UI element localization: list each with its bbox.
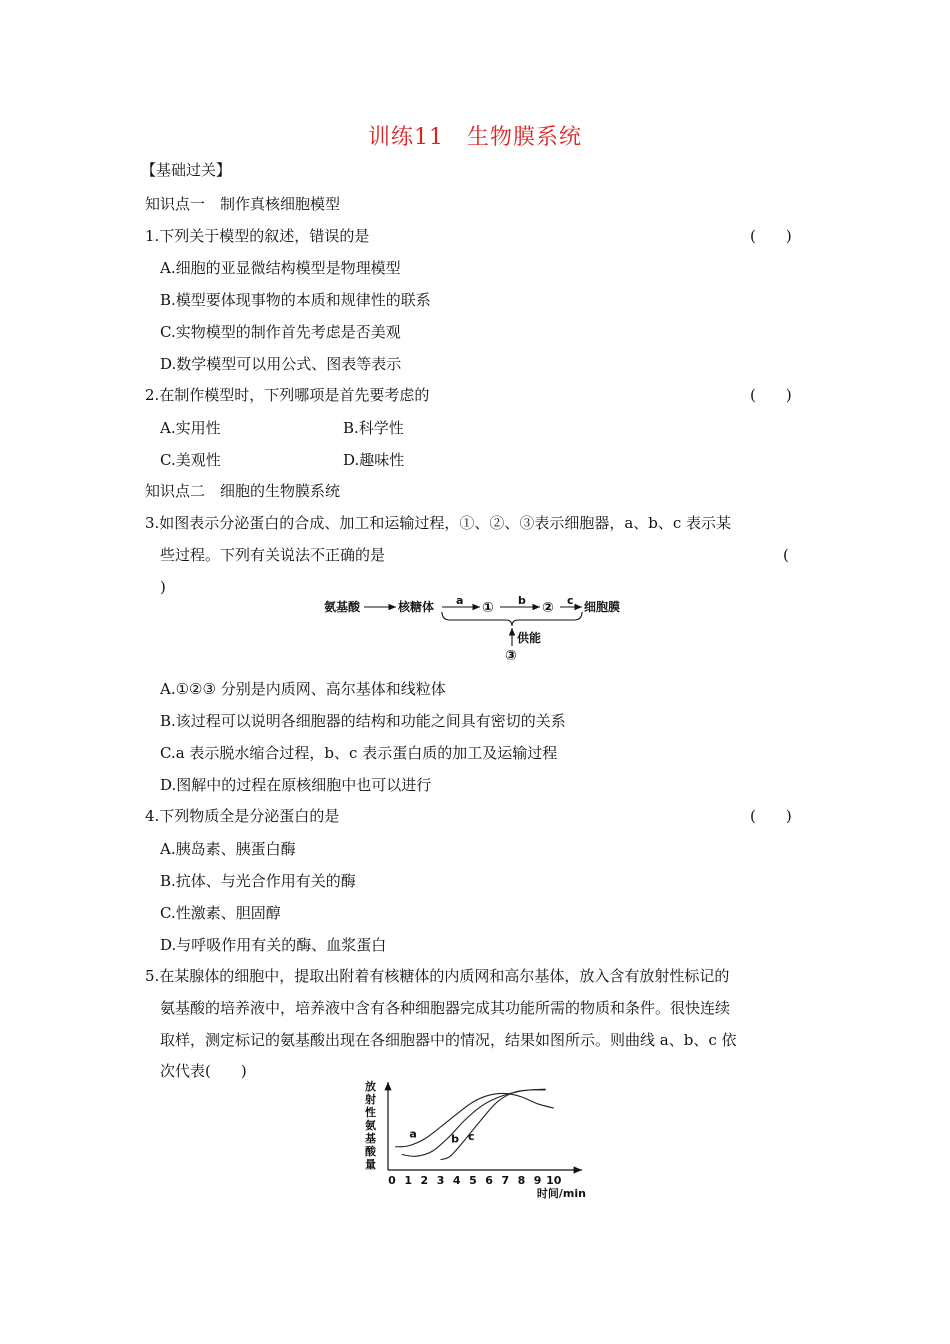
chart-y-label-char: 放 xyxy=(365,1080,376,1093)
q3-option-a: A.①②③ 分别是内质网、高尔基体和线粒体 xyxy=(160,680,446,698)
q1-answer-bracket: ( ) xyxy=(750,227,792,245)
chart-y-label-char: 量 xyxy=(365,1158,376,1171)
chart-x-tick-label: 3 xyxy=(436,1174,445,1187)
q2-option-b: B.科学性 xyxy=(343,419,404,437)
chart-x-tick-label: 4 xyxy=(452,1174,461,1187)
chart-x-ticks xyxy=(388,1174,562,1187)
radioactive-amino-acid-chart xyxy=(360,1074,595,1204)
q3-bracket-close: ) xyxy=(160,578,166,596)
q4-option-b: B.抗体、与光合作用有关的酶 xyxy=(160,872,356,890)
chart-series-label-c: c xyxy=(468,1129,475,1143)
chart-x-label: 时间/min xyxy=(536,1187,586,1200)
chart-series-labels xyxy=(409,1127,474,1145)
q2-answer-bracket: ( ) xyxy=(750,386,792,404)
q1-option-a: A.细胞的亚显微结构模型是物理模型 xyxy=(160,259,401,277)
diagram-organelle-3: ③ xyxy=(505,648,517,664)
chart-y-label-char: 性 xyxy=(365,1106,376,1119)
chart-y-label-char: 射 xyxy=(365,1093,376,1106)
chart-x-tick-label: 9 xyxy=(533,1174,542,1187)
chart-y-label xyxy=(365,1079,377,1171)
knowledge-point-1: 知识点一 制作真核细胞模型 xyxy=(145,195,341,213)
chart-y-label-char: 基 xyxy=(365,1132,376,1145)
q4-answer-bracket: ( ) xyxy=(750,807,792,825)
chart-series-label-b: b xyxy=(451,1132,460,1146)
diagram-amino-acid: 氨基酸 xyxy=(324,600,361,614)
diagram-label-a: a xyxy=(456,594,464,607)
diagram-cell-membrane: 细胞膜 xyxy=(584,600,621,614)
chart-x-tick-label: 5 xyxy=(469,1174,477,1187)
q4-stem: 4.下列物质全是分泌蛋白的是 xyxy=(145,807,340,825)
q4-option-c: C.性激素、胆固醇 xyxy=(160,904,281,922)
page-title: 训练11 生物膜系统 xyxy=(368,125,582,150)
diagram-ribosome: 核糖体 xyxy=(398,600,435,614)
q2-option-c: C.美观性 xyxy=(160,451,221,469)
chart-series xyxy=(395,1089,554,1160)
chart-x-tick-label: 8 xyxy=(517,1174,526,1187)
q5-stem-line3: 取样，测定标记的氨基酸出现在各细胞器中的情况，结果如图所示。则曲线 a、b、c 依 xyxy=(160,1031,737,1049)
chart-x-tick-label: 10 xyxy=(546,1174,562,1187)
chart-series-label-a: a xyxy=(409,1127,417,1141)
q1-option-b: B.模型要体现事物的本质和规律性的联系 xyxy=(160,291,431,309)
section-heading: 【基础过关】 xyxy=(141,161,232,179)
diagram-label-b: b xyxy=(518,594,526,607)
chart-x-tick-label: 1 xyxy=(404,1174,413,1187)
chart-y-label-char: 酸 xyxy=(365,1145,376,1158)
q1-option-c: C.实物模型的制作首先考虑是否美观 xyxy=(160,323,401,341)
chart-x-tick-label: 6 xyxy=(485,1174,493,1187)
q2-option-d: D.趣味性 xyxy=(343,451,405,469)
secretion-pathway-diagram xyxy=(320,592,630,666)
chart-x-tick-label: 2 xyxy=(420,1174,429,1187)
q3-stem-line1: 3.如图表示分泌蛋白的合成、加工和运输过程，①、②、③表示细胞器，a、b、c 表示某 xyxy=(145,514,732,532)
diagram-brace xyxy=(442,612,582,626)
q3-option-d: D.图解中的过程在原核细胞中也可以进行 xyxy=(160,776,432,794)
chart-series-line-b xyxy=(402,1090,546,1156)
q4-option-d: D.与呼吸作用有关的酶、血浆蛋白 xyxy=(160,936,387,954)
q5-stem-line4: 次代表( ) xyxy=(160,1062,247,1080)
q3-option-b: B.该过程可以说明各细胞器的结构和功能之间具有密切的关系 xyxy=(160,712,566,730)
q2-option-a: A.实用性 xyxy=(160,419,221,437)
chart-y-label-char: 氨 xyxy=(365,1119,376,1132)
diagram-energy-supply: 供能 xyxy=(517,631,542,645)
q5-stem-line2: 氨基酸的培养液中，培养液中含有各种细胞器完成其功能所需的物质和条件。很快连续 xyxy=(160,999,731,1017)
q3-stem-line2: 些过程。下列有关说法不正确的是 xyxy=(160,546,386,564)
q5-stem-line1: 5.在某腺体的细胞中，提取出附着有核糖体的内质网和高尔基体，放入含有放射性标记的 xyxy=(145,967,730,985)
q3-bracket-open: ( xyxy=(783,546,789,564)
diagram-organelle-1: ① xyxy=(482,600,494,616)
q1-option-d: D.数学模型可以用公式、图表等表示 xyxy=(160,355,402,373)
chart-x-tick-label: 0 xyxy=(388,1174,396,1187)
q4-option-a: A.胰岛素、胰蛋白酶 xyxy=(160,840,296,858)
q3-option-c: C.a 表示脱水缩合过程，b、c 表示蛋白质的加工及运输过程 xyxy=(160,744,558,762)
knowledge-point-2: 知识点二 细胞的生物膜系统 xyxy=(145,482,341,500)
q1-stem: 1.下列关于模型的叙述，错误的是 xyxy=(145,227,370,245)
diagram-label-c: c xyxy=(567,594,574,607)
chart-x-tick-label: 7 xyxy=(501,1174,510,1187)
q2-stem: 2.在制作模型时，下列哪项是首先要考虑的 xyxy=(145,386,430,404)
diagram-organelle-2: ② xyxy=(542,600,554,616)
